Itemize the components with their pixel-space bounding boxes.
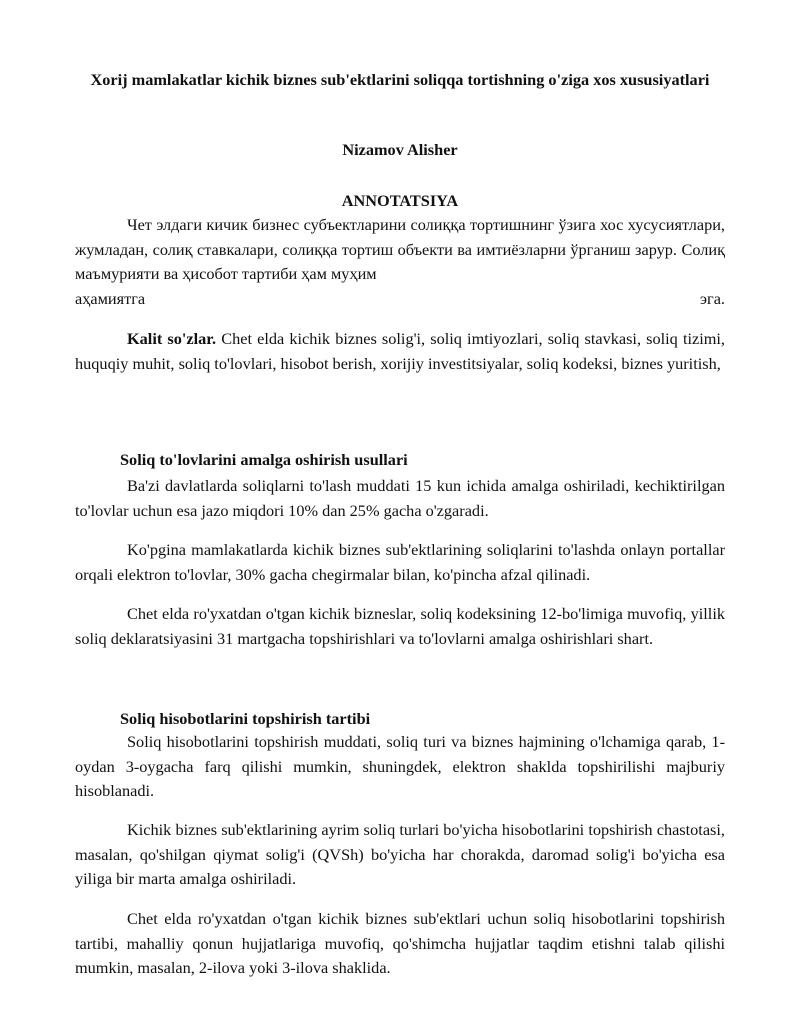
keywords-label: Kalit so'zlar.	[127, 329, 217, 348]
annotation-word: эга.	[700, 288, 725, 308]
annotation-word: аҳамиятга	[75, 288, 146, 308]
paragraph: Chet elda ro'yxatdan o'tgan kichik bizneslar, soliq kodeksining 12-bo'limiga muvofiq, yillik soliq deklaratsiyasini 31 martgacha topshirishlari va to'lovlarni amalga oshirishlari shart.	[75, 604, 725, 648]
document-title: Xorij mamlakatlar kichik biznes sub'ektlarini soliqqa tortishning o'ziga xos xususiyatlari	[90, 70, 710, 89]
annotation-last-line	[75, 287, 725, 312]
annotation-block	[75, 213, 725, 311]
keywords-text: Chet elda kichik biznes solig'i, soliq imtiyozlari, soliq stavkasi, soliq tizimi, huquqiy muhit, soliq to'lovlari, hisobot berish, xorijiy investitsiyalar, soliq kodeksi, biznes yuritish,	[75, 329, 725, 373]
annotation-text: Чет элдаги кичик бизнес субъектларини солиққа тортишнинг ўзига хос хусусиятлари, жумладан, солиқ ставкалари, солиққа тортиш объекти ва имтиёзларни ўрганиш зарур. Солиқ маъмурияти ва ҳисобот тартиби ҳам муҳим	[75, 215, 725, 283]
section-heading-reports: Soliq hisobotlarini topshirish tartibi	[120, 709, 371, 728]
paragraph: Soliq hisobotlarini topshirish muddati, soliq turi va biznes hajmining o'lchamiga qarab, 1-oydan 3-oygacha farq qilishi mumkin, shuningdek, elektron shaklda topshirilishi majburiy hisoblanadi.	[75, 732, 725, 800]
annotation-heading: ANNOTATSIYA	[341, 191, 459, 210]
paragraph: Kichik biznes sub'ektlarining ayrim soliq turlari bo'yicha hisobotlarini topshirish chastotasi, masalan, qo'shilgan qiymat solig'i (QVSh) bo'yicha har chorakda, daromad solig'i bo'yicha esa yiliga bir marta amalga oshiriladi.	[75, 820, 725, 888]
paragraph: Ba'zi davlatlarda soliqlarni to'lash muddati 15 kun ichida amalga oshiriladi, kechiktirilgan to'lovlar uchun esa jazo miqdori 10% dan 25% gacha o'zgaradi.	[75, 476, 725, 520]
keywords-paragraph	[75, 327, 725, 376]
paragraph: Ko'pgina mamlakatlarda kichik biznes sub'ektlarining soliqlarini to'lashda onlayn portallar orqali elektron to'lovlar, 30% gacha chegirmalar bilan, ko'pincha afzal qilinadi.	[75, 540, 725, 584]
author-name: Nizamov Alisher	[342, 140, 458, 159]
paragraph: Chet elda ro'yxatdan o'tgan kichik biznes sub'ektlari uchun soliq hisobotlarini topshirish tartibi, mahalliy qonun hujjatlariga muvofiq, qo'shimcha hujjatlar taqdim etishni talab qilishi mumkin, masalan, 2-ilova yoki 3-ilova shaklida.	[75, 909, 725, 977]
section-heading-payments: Soliq to'lovlarini amalga oshirish usullari	[120, 450, 408, 469]
